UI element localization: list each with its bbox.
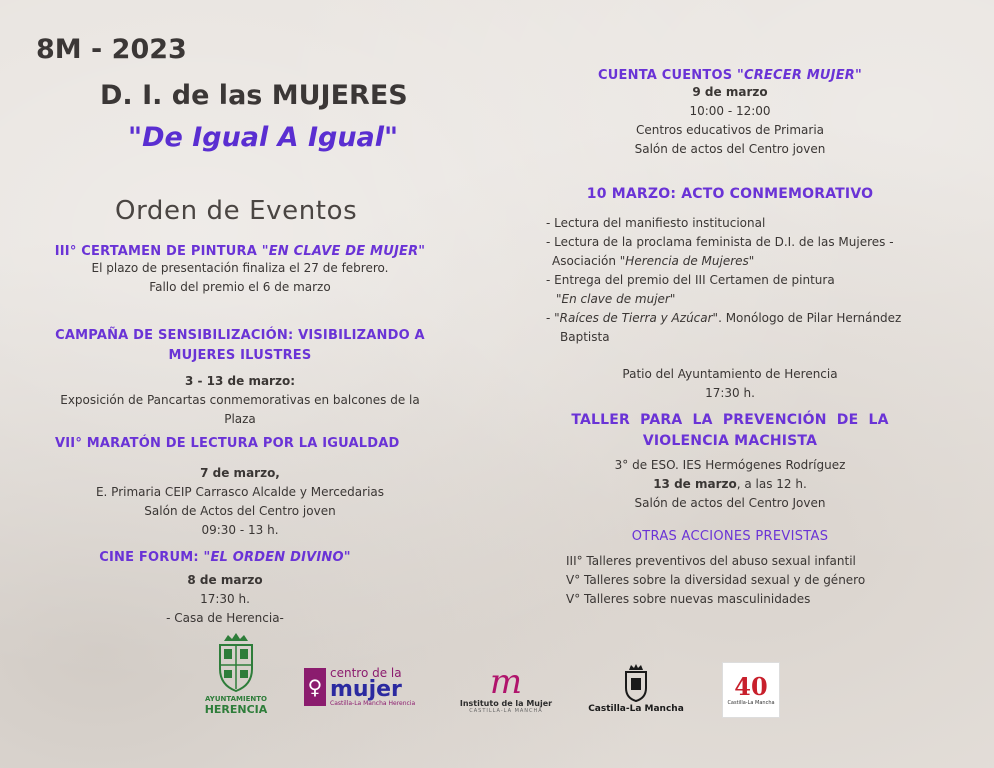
cuenta-heading — [540, 68, 920, 83]
cine-time: 17:30 h. — [200, 592, 250, 606]
cine-name: "EL ORDEN DIVINO" — [203, 550, 351, 565]
poster-subtitle: D. I. de las MUJERES — [100, 80, 408, 111]
cuenta-time: 10:00 - 12:00 — [689, 104, 771, 118]
taller-date-rest: , a las 12 h. — [736, 477, 807, 491]
certamen-line2: Fallo del premio el 6 de marzo — [149, 280, 331, 294]
ayuntamiento-label-2: HERENCIA — [204, 702, 268, 716]
ayuntamiento-label-1: AYUNTAMIENTO — [205, 694, 267, 703]
female-symbol-icon: ♀ — [304, 668, 326, 706]
acto-item-2b — [546, 252, 916, 271]
cine-block — [60, 550, 390, 628]
otras-list — [566, 552, 906, 609]
centro-sub2-text: Herencia — [388, 700, 416, 707]
acto-item-2b-prefix: Asociación — [552, 254, 620, 268]
acto-list — [546, 214, 916, 347]
instituto-de-la-mujer-logo — [456, 660, 556, 718]
certamen-block — [40, 244, 440, 297]
otras-heading: OTRAS ACCIONES PREVISTAS — [631, 529, 829, 544]
acto-heading: 10 MARZO: ACTO CONMEMORATIVO — [586, 186, 874, 202]
acto-location — [540, 365, 920, 403]
maraton-line1: E. Primaria CEIP Carrasco Alcalde y Mercedarias — [95, 485, 385, 499]
cine-prefix: CINE FORUM: — [99, 550, 204, 565]
clm-label: Castilla-La Mancha — [588, 704, 684, 714]
taller-date-line — [540, 475, 920, 494]
centro-sub-row — [330, 701, 415, 707]
acto-item-3b: "En clave de mujer" — [556, 292, 676, 306]
centro-sub-text: Castilla-La Mancha — [330, 700, 387, 707]
campana-line1: Exposición de Pancartas conmemorativas en balcones de la — [60, 393, 420, 407]
certamen-prefix: III° CERTAMEN DE PINTURA — [54, 244, 262, 259]
acto-item-4-italic: "Raíces de Tierra y Azúcar" — [554, 311, 719, 325]
cine-date: 8 de marzo — [187, 573, 263, 587]
instituto-label-1: Instituto de la Mujer — [459, 698, 553, 708]
campana-block — [40, 326, 440, 429]
otras-heading-row — [540, 529, 920, 544]
anniversary-logo — [722, 662, 780, 718]
acto-item-4-prefix: - — [546, 311, 555, 325]
otras-item-3: V° Talleres sobre nuevas masculinidades — [566, 592, 811, 606]
instituto-label-2: CASTILLA-LA MANCHA — [469, 707, 543, 714]
coat-of-arms-icon — [214, 633, 258, 693]
acto-item-2b-italic: "Herencia de Mujeres" — [619, 254, 755, 268]
maraton-block — [40, 464, 440, 540]
taller-date: 13 de marzo — [653, 477, 737, 491]
acto-item-1: - Lectura del manifiesto institucional — [546, 216, 766, 230]
acto-time: 17:30 h. — [705, 386, 755, 400]
acto-item-3a: - Entrega del premio del III Certamen de pintura — [546, 273, 835, 287]
otras-item-2: V° Talleres sobre la diversidad sexual y de género — [566, 573, 866, 587]
ayuntamiento-herencia-logo — [198, 628, 274, 720]
taller-heading-1: TALLER PARA LA PREVENCIÓN DE LA — [571, 412, 889, 428]
cuenta-line2: Salón de actos del Centro joven — [634, 142, 826, 156]
certamen-heading — [40, 244, 440, 259]
acto-item-4 — [546, 309, 916, 328]
anniversary-number: 40 — [734, 672, 768, 701]
otras-item-1: III° Talleres preventivos del abuso sexual infantil — [566, 554, 856, 568]
anniversary-label: Castilla-La Mancha — [727, 700, 775, 706]
certamen-line1: El plazo de presentación finaliza el 27 de febrero. — [91, 261, 389, 275]
cuenta-block — [540, 68, 920, 159]
taller-heading-2: VIOLENCIA MACHISTA — [642, 433, 818, 449]
acto-heading-row — [540, 186, 920, 202]
campana-heading-2: MUJERES ILUSTRES — [168, 348, 312, 363]
cuenta-prefix: CUENTA CUENTOS — [598, 68, 737, 83]
acto-item-4-rest: . Monólogo de Pilar Hernández — [718, 311, 902, 325]
castilla-la-mancha-logo — [588, 660, 684, 718]
castle-shield-icon — [623, 664, 649, 702]
maraton-line3: 09:30 - 13 h. — [201, 523, 279, 537]
cuenta-date: 9 de marzo — [692, 85, 768, 99]
poster-title: 8M - 2023 — [36, 34, 187, 65]
centro-de-la-mujer-logo — [304, 664, 420, 710]
maraton-line2: Salón de Actos del Centro joven — [144, 504, 336, 518]
acto-item-4b: Baptista — [560, 330, 610, 344]
cuenta-line1: Centros educativos de Primaria — [635, 123, 825, 137]
acto-item-2a: - Lectura de la proclama feminista de D.I. de las Mujeres - — [546, 235, 894, 249]
cine-place: - Casa de Herencia- — [166, 611, 284, 625]
campana-heading-1: CAMPAÑA DE SENSIBILIZACIÓN: VISIBILIZANDO A — [55, 328, 425, 343]
taller-line1: 3° de ESO. IES Hermógenes Rodríguez — [614, 458, 846, 472]
campana-date: 3 - 13 de marzo: — [184, 374, 295, 388]
cine-heading — [60, 550, 390, 565]
taller-block — [540, 410, 920, 513]
taller-line3: Salón de actos del Centro Joven — [634, 496, 826, 510]
poster-motto: "De Igual A Igual" — [128, 122, 399, 153]
maraton-date: 7 de marzo, — [200, 466, 280, 480]
cuenta-name: "CRECER MUJER" — [737, 68, 862, 83]
motto-text: De Igual A Igual — [142, 122, 385, 153]
centro-main-text: mujer — [330, 677, 402, 702]
maraton-heading: VII° MARATÓN DE LECTURA POR LA IGUALDAD — [55, 436, 400, 451]
certamen-name: "EN CLAVE DE MUJER" — [261, 244, 426, 259]
section-title: Orden de Eventos — [115, 196, 358, 226]
instituto-m-icon: m — [489, 661, 523, 702]
acto-place: Patio del Ayuntamiento de Herencia — [622, 367, 838, 381]
maraton-heading-row — [55, 436, 455, 451]
centro-top-text: centro de la — [330, 666, 402, 680]
campana-line2: Plaza — [224, 412, 256, 426]
